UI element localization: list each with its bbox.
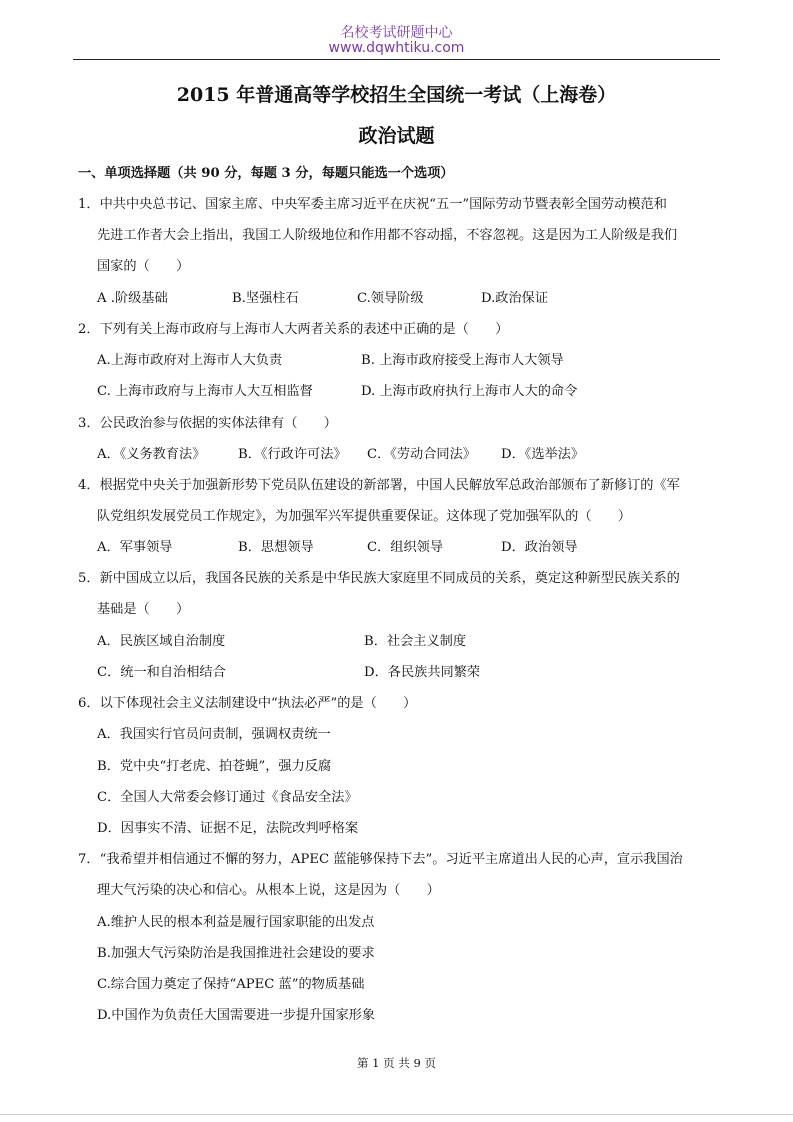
question-6-stem: 6．以下体现社会主义法制建设中“执法必严”的是（ ） — [78, 696, 417, 711]
header-divider — [73, 59, 720, 60]
question-7-stem: 7．“我希望并相信通过不懈的努力，APEC 蓝能够保持下去”。习近平主席道出人民的心声，宣示我国治 — [78, 852, 683, 867]
question-4-stem: 4．根据党中央关于加强新形势下党员队伍建设的新部署，中国人民解放军总政治部颁布了新修订的《军 — [78, 478, 680, 493]
question-4-option-d: D．政治领导 — [501, 540, 578, 555]
question-4-option-c: C．组织领导 — [367, 540, 444, 555]
question-2-stem: 2．下列有关上海市政府与上海市人大两者关系的表述中正确的是（ ） — [78, 322, 509, 337]
question-1-option-c: C.领导阶级 — [357, 291, 424, 306]
question-6-option-d: D．因事实不清、证据不足，法院改判呼格案 — [97, 821, 359, 836]
question-1-stem: 1．中共中央总书记、国家主席、中央军委主席习近平在庆祝“五一”国际劳动节暨表彰全国劳动模范和 — [78, 197, 667, 212]
question-6-option-b: B．党中央“打老虎、拍苍蝇”，强力反腐 — [97, 759, 332, 774]
question-1-stem: 国家的（ ） — [97, 259, 190, 274]
page-number: 第 1 页 共 9 页 — [357, 1056, 436, 1070]
question-2-option-b: B. 上海市政府接受上海市人大领导 — [361, 353, 564, 368]
exam-title: 2015 年普通高等学校招生全国统一考试（上海卷） — [176, 84, 617, 106]
question-6-option-a: A．我国实行官员问责制，强调权责统一 — [97, 727, 331, 742]
question-1-stem: 先进工作者大会上指出，我国工人阶级地位和作用都不容动摇，不容忽视。这是因为工人阶级是我们 — [97, 228, 678, 243]
question-7-stem: 理大气污染的决心和信心。从根本上说，这是因为（ ） — [97, 883, 440, 898]
question-2-option-c: C. 上海市政府与上海市人大互相监督 — [97, 384, 313, 399]
question-7-option-b: B.加强大气污染防治是我国推进社会建设的要求 — [97, 946, 375, 961]
question-4-option-b: B．思想领导 — [238, 540, 314, 555]
question-3-option-d: D．《选举法》 — [501, 447, 585, 462]
question-3-option-c: C．《劳动合同法》 — [367, 447, 476, 462]
question-7-option-a: A.维护人民的根本利益是履行国家职能的出发点 — [97, 915, 375, 930]
question-5-option-a: A．民族区域自治制度 — [97, 634, 226, 649]
question-5-stem: 基础是（ ） — [97, 602, 190, 617]
question-4-stem: 队党组织发展党员工作规定》，为加强军兴军提供重要保证。这体现了党加强军队的（ ） — [97, 509, 632, 524]
exam-subject: 政治试题 — [358, 125, 435, 147]
question-1-option-d: D.政治保证 — [481, 291, 549, 306]
question-5-option-c: C．统一和自治相结合 — [97, 665, 226, 680]
question-6-option-c: C．全国人大常委会修订通过《食品安全法》 — [97, 790, 358, 805]
question-2-option-a: A.上海市政府对上海市人大负责 — [97, 353, 283, 368]
site-url[interactable]: www.dqwhtiku.com — [328, 40, 465, 56]
question-3-stem: 3．公民政治参与依据的实体法律有（ ） — [78, 416, 337, 431]
question-1-option-b: B.坚强柱石 — [232, 291, 299, 306]
site-name: 名校考试研题中心 — [340, 25, 453, 41]
question-1-option-a: A .阶级基础 — [97, 291, 168, 306]
question-5-stem: 5．新中国成立以后，我国各民族的关系是中华民族大家庭里不同成员的关系，奠定这种新型民族关系的 — [78, 571, 680, 586]
page-bottom-edge — [0, 1114, 793, 1115]
question-7-option-c: C.综合国力奠定了保持“APEC 蓝”的物质基础 — [97, 977, 365, 992]
question-5-option-b: B．社会主义制度 — [364, 634, 467, 649]
question-2-option-d: D. 上海市政府执行上海市人大的命令 — [361, 384, 578, 399]
question-3-option-b: B．《行政许可法》 — [238, 447, 347, 462]
section-heading: 一、单项选择题（共 90 分，每题 3 分，每题只能选一个选项） — [78, 166, 454, 181]
question-4-option-a: A．军事领导 — [97, 540, 173, 555]
question-7-option-d: D.中国作为负责任大国需要进一步提升国家形象 — [97, 1008, 376, 1023]
question-5-option-d: D．各民族共同繁荣 — [364, 665, 481, 680]
question-3-option-a: A．《义务教育法》 — [97, 447, 206, 462]
